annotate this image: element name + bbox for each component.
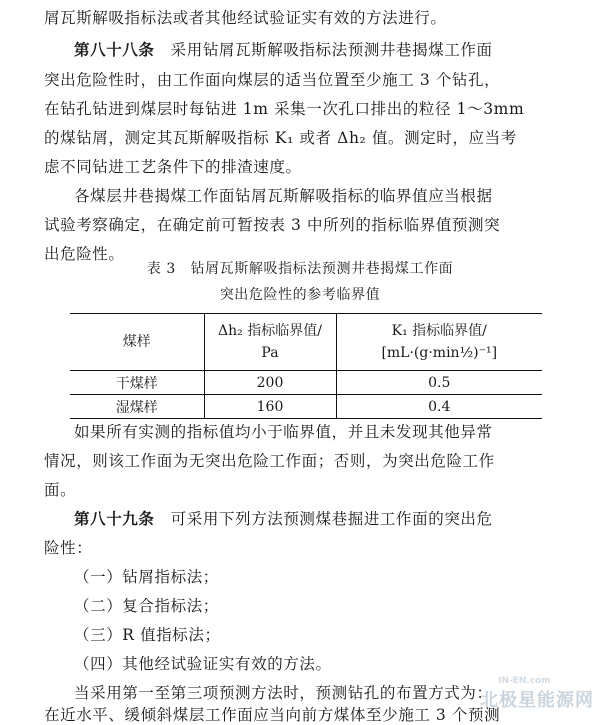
- header-dh2-line2: Pa: [261, 345, 279, 361]
- critical-value-table: [70, 313, 542, 419]
- cell-dh2: 200: [204, 371, 336, 395]
- table-row: [70, 395, 542, 419]
- text-line: 出危险性。: [44, 245, 125, 263]
- header-sample: 煤样: [70, 314, 204, 371]
- text-line: 在钻孔钻进到煤层时每钻进 1m 采集一次孔口排出的粒径 1～3mm: [44, 100, 525, 118]
- text-line: 情况，则该工作面为无突出危险工作面；否则，为突出危险工作: [44, 452, 495, 470]
- text-line: 的煤钻屑，测定其瓦斯解吸指标 K₁ 或者 Δh₂ 值。测定时，应当考: [44, 129, 517, 147]
- table-row: [70, 371, 542, 395]
- text-line: 险性：: [44, 539, 93, 557]
- text-line: 面。: [44, 481, 77, 499]
- table-caption: 表 3 钻屑瓦斯解吸指标法预测井巷揭煤工作面: [146, 261, 454, 277]
- header-dh2-line1: Δh₂ 指标临界值/: [218, 323, 322, 339]
- text-line: 当采用第一至第三项预测方法时，预测钻孔的布置方式为：: [74, 684, 493, 702]
- cell-dh2: 160: [204, 395, 336, 419]
- text-span: 可采用下列方法预测煤巷掘进工作面的突出危: [170, 510, 493, 528]
- text-line: 突出危险性时，由工作面向煤层的适当位置至少施工 3 个钻孔，: [44, 71, 501, 89]
- cell-k1: 0.4: [336, 395, 542, 419]
- watermark-text: 北极星能源网: [480, 690, 594, 711]
- header-dh2: [204, 314, 336, 371]
- cell-sample: 干煤样: [70, 371, 204, 395]
- list-item: （一）钻屑指标法；: [74, 568, 219, 586]
- cell-k1: 0.5: [336, 371, 542, 395]
- header-k1-line1: K₁ 指标临界值/: [391, 323, 487, 339]
- list-item: （二）复合指标法；: [74, 597, 219, 615]
- list-item: （三）R 值指标法；: [74, 626, 221, 644]
- text-line: 在近水平、缓倾斜煤层工作面应当向前方煤体至少施工 3 个预测: [44, 706, 501, 724]
- article-89-heading: 第八十九条: [74, 509, 155, 528]
- header-k1-line2: [mL·(g·min½)⁻¹]: [381, 345, 498, 361]
- cell-sample: 湿煤样: [70, 395, 204, 419]
- text-span: 采用钻屑瓦斯解吸指标法预测井巷揭煤工作面: [170, 41, 493, 59]
- article-88-first-line: [74, 40, 600, 60]
- text-line: 各煤层井巷揭煤工作面钻屑瓦斯解吸指标的临界值应当根据: [74, 187, 493, 205]
- list-item: （四）其他经试验证实有效的方法。: [74, 655, 332, 673]
- text-line: 屑瓦斯解吸指标法或者其他经试验证实有效的方法进行。: [44, 9, 447, 27]
- article-88-heading: 第八十八条: [74, 40, 155, 59]
- article-89-first-line: [74, 509, 600, 529]
- text-line: 试验考察确定，在确定前可暂按表 3 中所列的指标临界值预测突: [44, 216, 501, 234]
- header-k1: [336, 314, 542, 371]
- text-line: 虑不同钻进工艺条件下的排渣速度。: [44, 158, 302, 176]
- watermark-sub: IN-EN.com: [498, 676, 551, 686]
- table-caption-sub: 突出危险性的参考临界值: [219, 287, 381, 303]
- text-line: 如果所有实测的指标值均小于临界值，并且未发现其他异常: [74, 423, 493, 441]
- watermark-logo: [480, 676, 594, 712]
